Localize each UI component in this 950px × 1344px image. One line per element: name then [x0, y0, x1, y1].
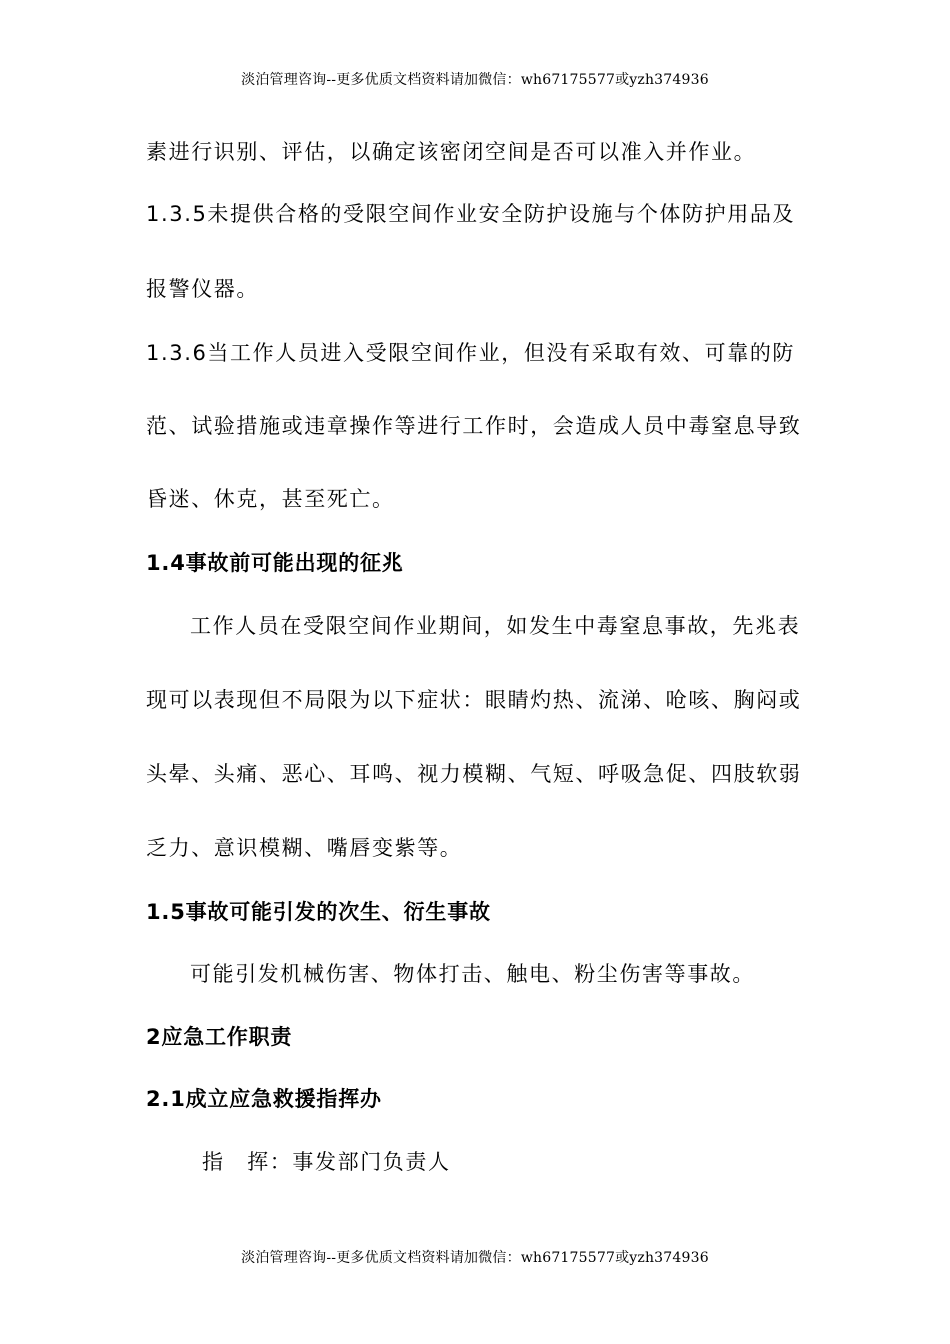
body-line-1: 素进行识别、评估，以确定该密闭空间是否可以准入并作业。 — [146, 140, 757, 164]
body-line-2: 1.3.5未提供合格的受限空间作业安全防护设施与个体防护用品及 — [146, 202, 796, 226]
body-line-5: 范、试验措施或违章操作等进行工作时，会造成人员中毒窒息导致 — [146, 414, 802, 438]
body-line-3: 报警仪器。 — [146, 277, 259, 301]
heading-1-4: 1.4事故前可能出现的征兆 — [146, 551, 404, 575]
page-header: 淡泊管理咨询--更多优质文档资料请加微信：wh67175577或yzh374936 — [241, 72, 709, 88]
paragraph-1-4-line-1: 工作人员在受限空间作业期间，如发生中毒窒息事故，先兆表 — [190, 614, 801, 638]
paragraph-1-4-line-3: 头晕、头痛、恶心、耳鸣、视力模糊、气短、呼吸急促、四肢软弱 — [146, 762, 802, 786]
heading-1-5: 1.5事故可能引发的次生、衍生事故 — [146, 900, 491, 924]
heading-2-1: 2.1成立应急救援指挥办 — [146, 1087, 382, 1111]
paragraph-1-4-line-4: 乏力、意识模糊、嘴唇变紫等。 — [146, 836, 463, 860]
body-line-4: 1.3.6当工作人员进入受限空间作业，但没有采取有效、可靠的防 — [146, 341, 796, 365]
paragraph-1-5: 可能引发机械伤害、物体打击、触电、粉尘伤害等事故。 — [190, 962, 755, 986]
heading-2: 2应急工作职责 — [146, 1025, 293, 1049]
paragraph-1-4-line-2: 现可以表现但不局限为以下症状：眼睛灼热、流涕、呛咳、胸闷或 — [146, 688, 802, 712]
commander-line: 指 挥：事发部门负责人 — [202, 1150, 451, 1174]
body-line-6: 昏迷、休克，甚至死亡。 — [146, 487, 395, 511]
page-footer: 淡泊管理咨询--更多优质文档资料请加微信：wh67175577或yzh374936 — [241, 1250, 709, 1266]
